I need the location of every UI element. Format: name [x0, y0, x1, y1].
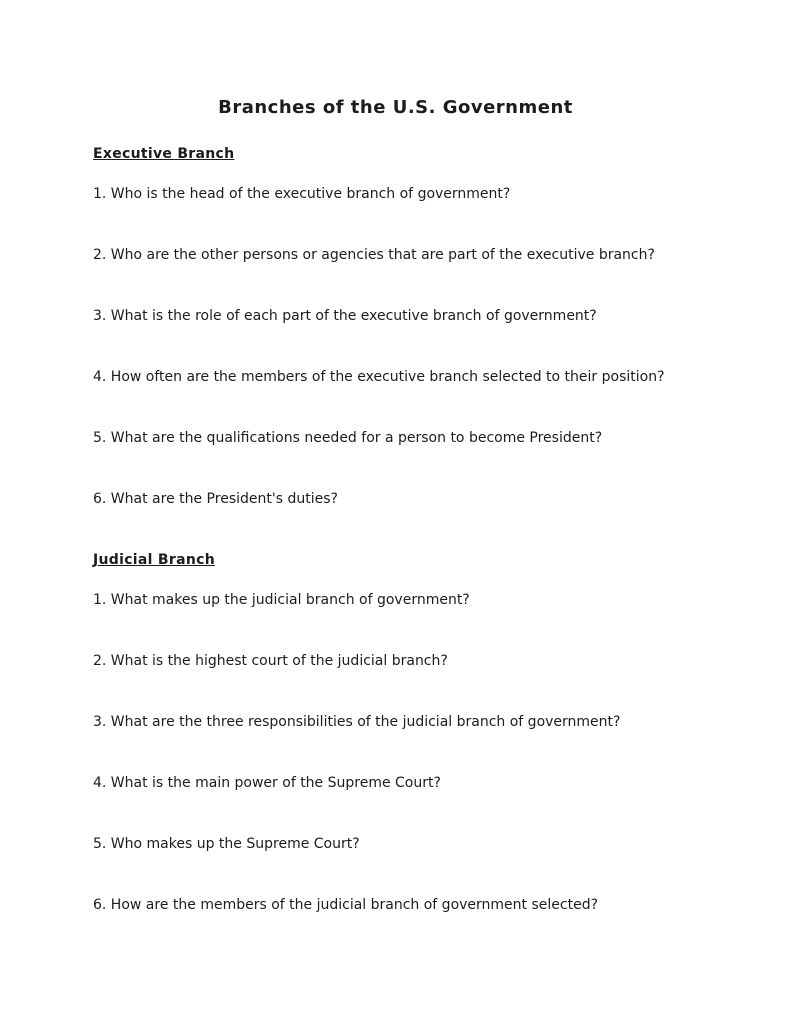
question-item: 5. What are the qualifications needed for a person to become President? — [93, 430, 603, 446]
document-title: Branches of the U.S. Government — [218, 97, 573, 118]
question-item: 6. What are the President's duties? — [93, 491, 338, 507]
question-item: 1. Who is the head of the executive branch of government? — [93, 186, 511, 202]
section-heading-executive-branch: Executive Branch — [93, 146, 235, 162]
question-item: 2. Who are the other persons or agencies that are part of the executive branch? — [93, 247, 655, 263]
question-item: 6. How are the members of the judicial branch of government selected? — [93, 897, 599, 913]
question-item: 1. What makes up the judicial branch of government? — [93, 592, 470, 608]
question-item: 4. How often are the members of the executive branch selected to their position? — [93, 369, 665, 385]
document-body — [0, 145, 791, 914]
question-item: 3. What is the role of each part of the executive branch of government? — [93, 308, 597, 324]
question-item: 2. What is the highest court of the judicial branch? — [93, 653, 448, 669]
question-item: 4. What is the main power of the Supreme Court? — [93, 775, 441, 791]
question-item: 5. Who makes up the Supreme Court? — [93, 836, 360, 852]
question-item: 3. What are the three responsibilities of the judicial branch of government? — [93, 714, 621, 730]
section-heading-judicial-branch: Judicial Branch — [93, 552, 215, 568]
